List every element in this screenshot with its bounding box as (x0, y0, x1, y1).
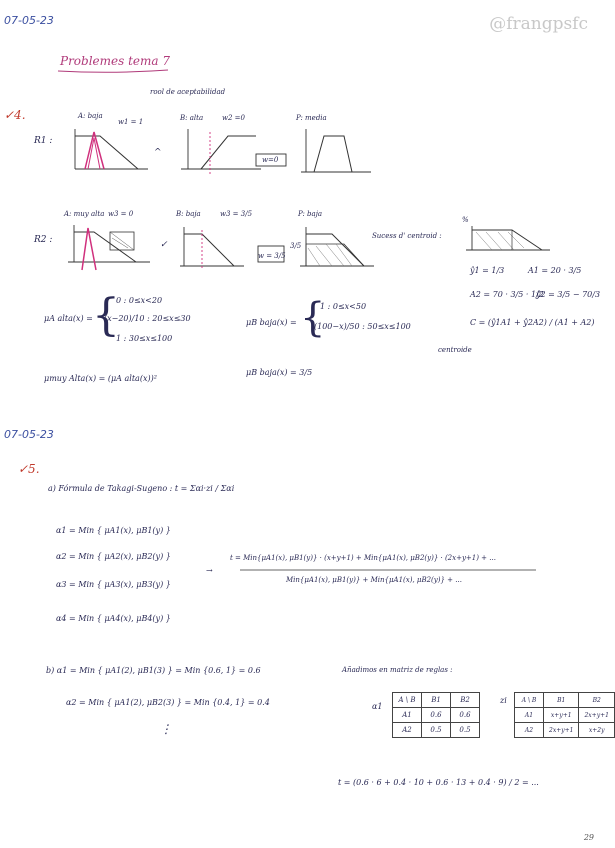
date-top: 07-05-23 (4, 14, 54, 27)
and-symbol: ^ (154, 148, 162, 158)
plot-r2-b-baja (176, 222, 246, 277)
part-b-dots: ⋮ (160, 722, 172, 736)
problem-4-check: ✓4. (4, 108, 26, 122)
label-w1: w1 = 1 (118, 118, 144, 126)
alpha-1: α1 = Min { μA1(x), μB1(y) } (56, 526, 171, 535)
table-row (393, 708, 480, 723)
r1-label: R1 : (34, 136, 53, 146)
table-cell: A2 (393, 723, 422, 738)
plot-centroid (462, 220, 552, 260)
table-cell: A2 (515, 723, 544, 738)
table-row (393, 723, 480, 738)
table-cell: 0.6 (451, 708, 480, 723)
mu-b-baja-value: μB baja(x) = 3/5 (246, 368, 313, 377)
table-cell: 0.5 (451, 723, 480, 738)
plot-r1-p-media (296, 124, 376, 184)
mu-b-case1: 1 : 0≤x<50 (320, 302, 367, 311)
alpha-3: α3 = Min { μA3(x), μB3(y) } (56, 580, 171, 589)
mu-a-case1: 0 : 0≤x<20 (116, 296, 163, 305)
part-b-alpha-2: α2 = Min { μA1(2), μB2(3) } = Min {0.4, 1} = 0.4 (66, 698, 270, 707)
table-cell: A \ B (515, 693, 544, 708)
label-w35: w = 3/5 (258, 252, 286, 260)
table1-label: α1 (372, 702, 383, 711)
table-row (515, 693, 615, 708)
label-b-baja: B: baja (176, 210, 201, 218)
title-underline (58, 68, 168, 74)
plot-r1-b-alta (176, 124, 266, 179)
t-denominator: Min{μA1(x), μB1(y)} + Min{μA1(x), μB2(y)} + ... (286, 576, 462, 584)
table-cell: 0.5 (422, 723, 451, 738)
table-cell: B2 (451, 693, 480, 708)
page-title: Problemes tema 7 (60, 54, 171, 68)
table-alpha (392, 692, 480, 738)
table-cell: B1 (544, 693, 579, 708)
label-p-media: P: media (296, 114, 327, 122)
problem-5-check: ✓5. (18, 462, 40, 476)
label-y35: 3/5 (290, 242, 302, 250)
page-number: 29 (583, 833, 594, 842)
mu-a-case3: 1 : 30≤x≤100 (116, 334, 173, 343)
table-cell: A \ B (393, 693, 422, 708)
takagi-sugeno-formula: a) Fórmula de Takagi-Sugeno : t = Σαi·zi / Σαi (48, 484, 235, 493)
plot-r2-a-muy-alta (66, 220, 152, 280)
r2-label: R2 : (34, 235, 53, 245)
t-numerator: t = Min{μA1(x), μB1(y)} · (x+y+1) + Min{μA1(x), μB2(y)} · (2x+y+1) + ... (230, 554, 496, 562)
table-cell: x+2y (579, 723, 614, 738)
label-b-alta: B: alta (180, 114, 204, 122)
table-cell: 0.6 (422, 708, 451, 723)
check-mark: ✓ (160, 240, 168, 250)
table-row (515, 723, 615, 738)
table-cell: A1 (515, 708, 544, 723)
mu-a-case2: (x−20)/10 : 20≤x≤30 (104, 314, 191, 323)
table-row (393, 693, 480, 708)
centroid-a2: A2 = 70 · 3/5 · 1/2 (470, 290, 544, 299)
watermark: @frangpsfc (489, 14, 588, 34)
mu-muy-alta: μmuy Alta(x) = (μA alta(x))² (44, 374, 157, 383)
table-cell: A1 (393, 708, 422, 723)
label-a-baja: A: baja (78, 112, 103, 120)
date-section: 07-05-23 (4, 428, 54, 441)
label-a-muy-alta: A: muy alta (64, 210, 105, 218)
mu-b-case2: (100−x)/50 : 50≤x≤100 (314, 322, 411, 331)
table-zi (514, 692, 615, 738)
centroid-y2: ŷ2 = 3/5 − 70/3 (536, 290, 601, 299)
alpha-2: α2 = Min { μA2(x), μB2(y) } (56, 552, 171, 561)
centroid-formula: C = (ŷ1A1 + ŷ2A2) / (A1 + A2) (470, 318, 595, 327)
centroid-y1: ŷ1 = 1/3 (470, 266, 505, 275)
label-wa: w3 = 0 (108, 210, 134, 218)
note-aceptabilidad: rool de aceptabilidad (150, 88, 226, 96)
plot-r2-p-baja (296, 222, 376, 280)
label-p-baja: P: baja (298, 210, 323, 218)
label-centroid: Sucess d' centroid : (372, 232, 442, 240)
brace-b: { (300, 295, 326, 341)
mu-b-baja: μB baja(x) = (246, 318, 297, 327)
arrow: → (206, 566, 213, 575)
brace-a: { (92, 290, 120, 341)
table-cell: x+y+1 (544, 708, 579, 723)
table-cell: B2 (579, 693, 614, 708)
table-cell: 2x+y+1 (544, 723, 579, 738)
alpha-4: α4 = Min { μA4(x), μB4(y) } (56, 614, 171, 623)
label-wm: w=0 (262, 156, 279, 164)
label-wb: w2 =0 (222, 114, 245, 122)
table-cell: B1 (422, 693, 451, 708)
table-row (515, 708, 615, 723)
rules-matrix-title: Añadimos en matriz de reglas : (342, 666, 453, 674)
part-b-alpha-1: b) α1 = Min { μA1(2), μB1(3) } = Min {0.6, 1} = 0.6 (46, 666, 261, 675)
centroid-a1: A1 = 20 · 3/5 (528, 266, 582, 275)
mu-a-alta: μA alta(x) = (44, 314, 93, 323)
table2-label: zi (500, 696, 507, 705)
t-fraction-bar (240, 568, 536, 572)
plot-r1-a-baja (70, 124, 150, 179)
label-wb2: w3 = 3/5 (220, 210, 253, 218)
label-pct: % (462, 216, 469, 224)
final-t-formula: t = (0.6 · 6 + 0.4 · 10 + 0.6 · 13 + 0.4 · 9) / 2 = ... (338, 778, 539, 787)
label-centroide: centroide (438, 346, 472, 354)
table-cell: 2x+y+1 (579, 708, 614, 723)
